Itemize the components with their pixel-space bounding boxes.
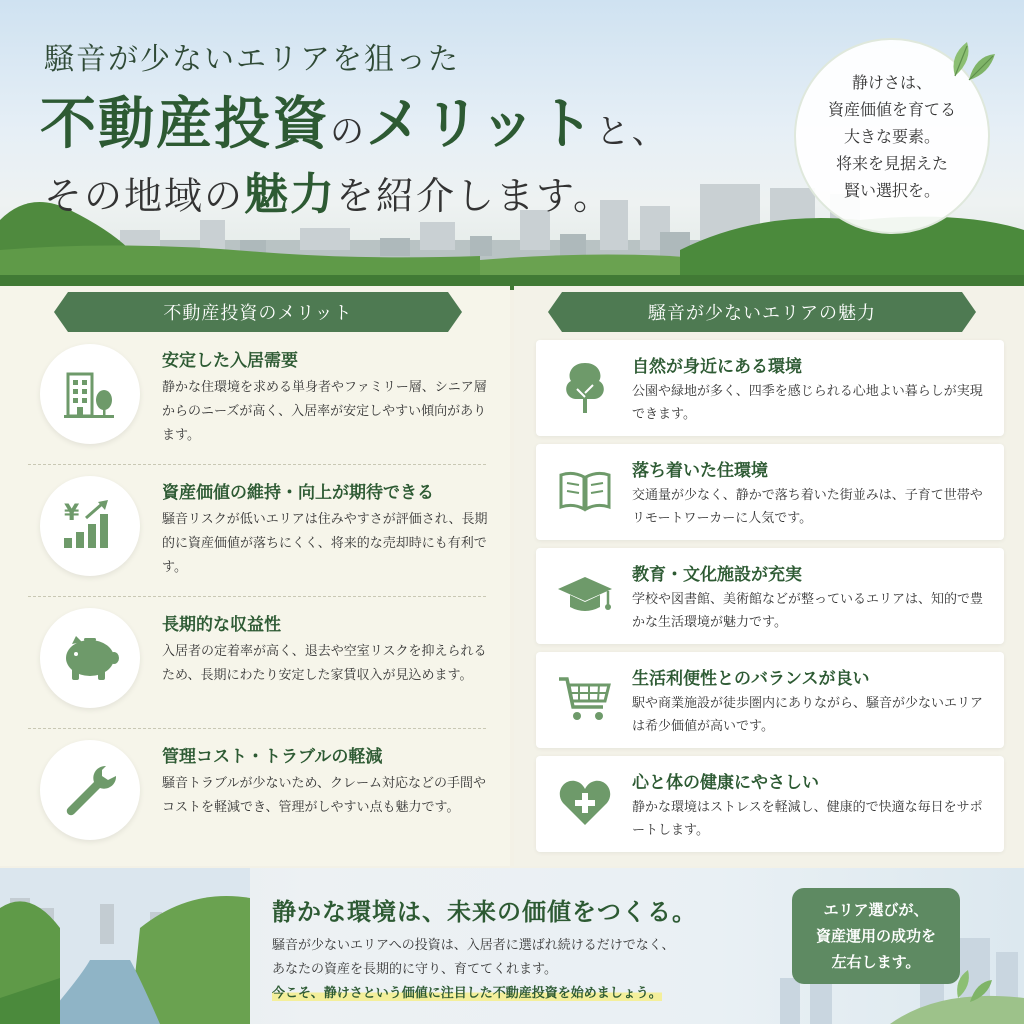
appeal-text: 学校や図書館、美術館などが整っているエリアは、知的で豊かな生活環境が魅力です。 [632, 592, 984, 630]
footer-call-to-action: 今こそ、静けさという価値に注目した不動産投資を始めましょう。 [272, 982, 662, 1001]
appeal-title: 落ち着いた住環境 [632, 461, 768, 481]
open-book-icon [557, 469, 613, 513]
appeal-title: 自然が身近にある環境 [632, 357, 802, 377]
merit-text: 入居者の定着率が高く、退去や空室リスクを抑えられるため、長期にわたり安定した家賃収入が見込めます。 [162, 644, 487, 683]
divider [28, 728, 486, 729]
merit-title: 安定した入居需要 [162, 351, 298, 371]
badge-line: 静けさは、 [851, 72, 932, 92]
merits-heading: 不動産投資のメリット [68, 292, 448, 332]
icon-wrapper [556, 774, 614, 832]
building-tree-icon [60, 364, 120, 424]
yen-growth-chart-icon [58, 496, 122, 556]
leaf-icon [945, 36, 997, 84]
graduation-cap-icon [556, 571, 614, 619]
hero-subtitle: 騒音が少ないエリアを狙った [44, 42, 460, 77]
hero-title-part: と、 [595, 112, 668, 152]
appeal-card [536, 548, 1004, 644]
merit-item [28, 344, 488, 474]
leaf-icon [950, 964, 994, 1004]
appeal-title: 教育・文化施設が充実 [632, 565, 802, 585]
area-selection-badge [792, 888, 960, 984]
appeal-title: 心と体の健康にやさしい [632, 773, 819, 793]
svg-text:¥: ¥ [64, 501, 80, 526]
heart-cross-icon [557, 777, 613, 829]
hero-tagline-part: を紹介します。 [336, 174, 613, 218]
appeal-card [536, 340, 1004, 436]
hero-tagline-highlight: 魅力 [244, 169, 337, 220]
icon-wrapper [40, 344, 140, 444]
merit-text: 騒音トラブルが少ないため、クレーム対応などの手間やコストを軽減でき、管理がしやすい点も魅力です。 [162, 776, 486, 815]
merit-item [28, 740, 488, 870]
hero-title [40, 80, 668, 160]
footer-text-line: 騒音が少ないエリアへの投資は、入居者に選ばれ続けるだけでなく、 [272, 938, 675, 953]
merit-text: 騒音リスクが低いエリアは住みやすさが評価され、長期的に資産価値が落ちにくく、将来的な売却時にも有利です。 [162, 512, 488, 575]
appeal-title: 生活利便性とのバランスが良い [632, 669, 870, 689]
footer-heading: 静かな環境は、未来の価値をつくる。 [272, 897, 697, 926]
icon-wrapper [556, 462, 614, 520]
icon-wrapper [556, 358, 614, 416]
footer-banner [0, 868, 1024, 1024]
merit-text: 静かな住環境を求める単身者やファミリー層、シニア層からのニーズが高く、入居率が安定しやすい傾向があります。 [162, 380, 487, 443]
badge-line: エリア選びが、 [823, 901, 929, 919]
appeal-card [536, 444, 1004, 540]
tree-icon [559, 359, 611, 415]
hero-title-part: メリット [366, 91, 596, 157]
hero-tagline-part: その地域の [44, 174, 245, 218]
appeal-text: 静かな環境はストレスを軽減し、健康的で快適な毎日をサポートします。 [632, 800, 983, 838]
footer-text-line: あなたの資産を長期的に守り、育ててくれます。 [272, 962, 557, 977]
merit-item [28, 608, 488, 738]
merit-title: 資産価値の維持・向上が期待できる [162, 483, 434, 503]
merit-title: 長期的な収益性 [162, 615, 281, 635]
hero-tagline [44, 158, 613, 222]
piggy-bank-icon [58, 630, 122, 686]
footer-body [272, 934, 674, 982]
shopping-cart-icon [557, 673, 613, 725]
hero-banner [0, 0, 1024, 290]
badge-line: 左右します。 [831, 953, 921, 971]
badge-line: 資産価値を育てる [827, 99, 956, 119]
appeal-text: 公園や緑地が多く、四季を感じられる心地よい暮らしが実現できます。 [632, 384, 983, 422]
badge-line: 大きな要素。 [843, 126, 940, 146]
icon-wrapper [40, 476, 140, 576]
appeal-text: 駅や商業施設が徒歩圏内にありながら、騒音が少ないエリアは希少価値が高いです。 [632, 696, 984, 734]
area-appeal-panel [514, 286, 1024, 866]
area-appeal-heading: 騒音が少ないエリアの魅力 [562, 292, 962, 332]
river-landscape-illustration [0, 868, 250, 1024]
divider [28, 464, 486, 465]
merit-item [28, 476, 488, 606]
appeal-card [536, 756, 1004, 852]
hero-title-part: 不動産投資 [40, 91, 330, 157]
divider [28, 596, 486, 597]
wrench-icon [60, 760, 120, 820]
icon-wrapper [556, 566, 614, 624]
appeal-card [536, 652, 1004, 748]
appeal-text: 交通量が少なく、静かで落ち着いた街並みは、子育て世帯やリモートワーカーに人気です。 [632, 488, 983, 526]
icon-wrapper [40, 608, 140, 708]
icon-wrapper [40, 740, 140, 840]
badge-line: 賢い選択を。 [843, 180, 940, 200]
merit-title: 管理コスト・トラブルの軽減 [162, 747, 383, 767]
badge-line: 資産運用の成功を [815, 927, 936, 945]
badge-line: 将来を見据えた [835, 153, 948, 173]
icon-wrapper [556, 670, 614, 728]
hero-title-part: の [330, 112, 366, 152]
merits-panel [0, 286, 510, 866]
